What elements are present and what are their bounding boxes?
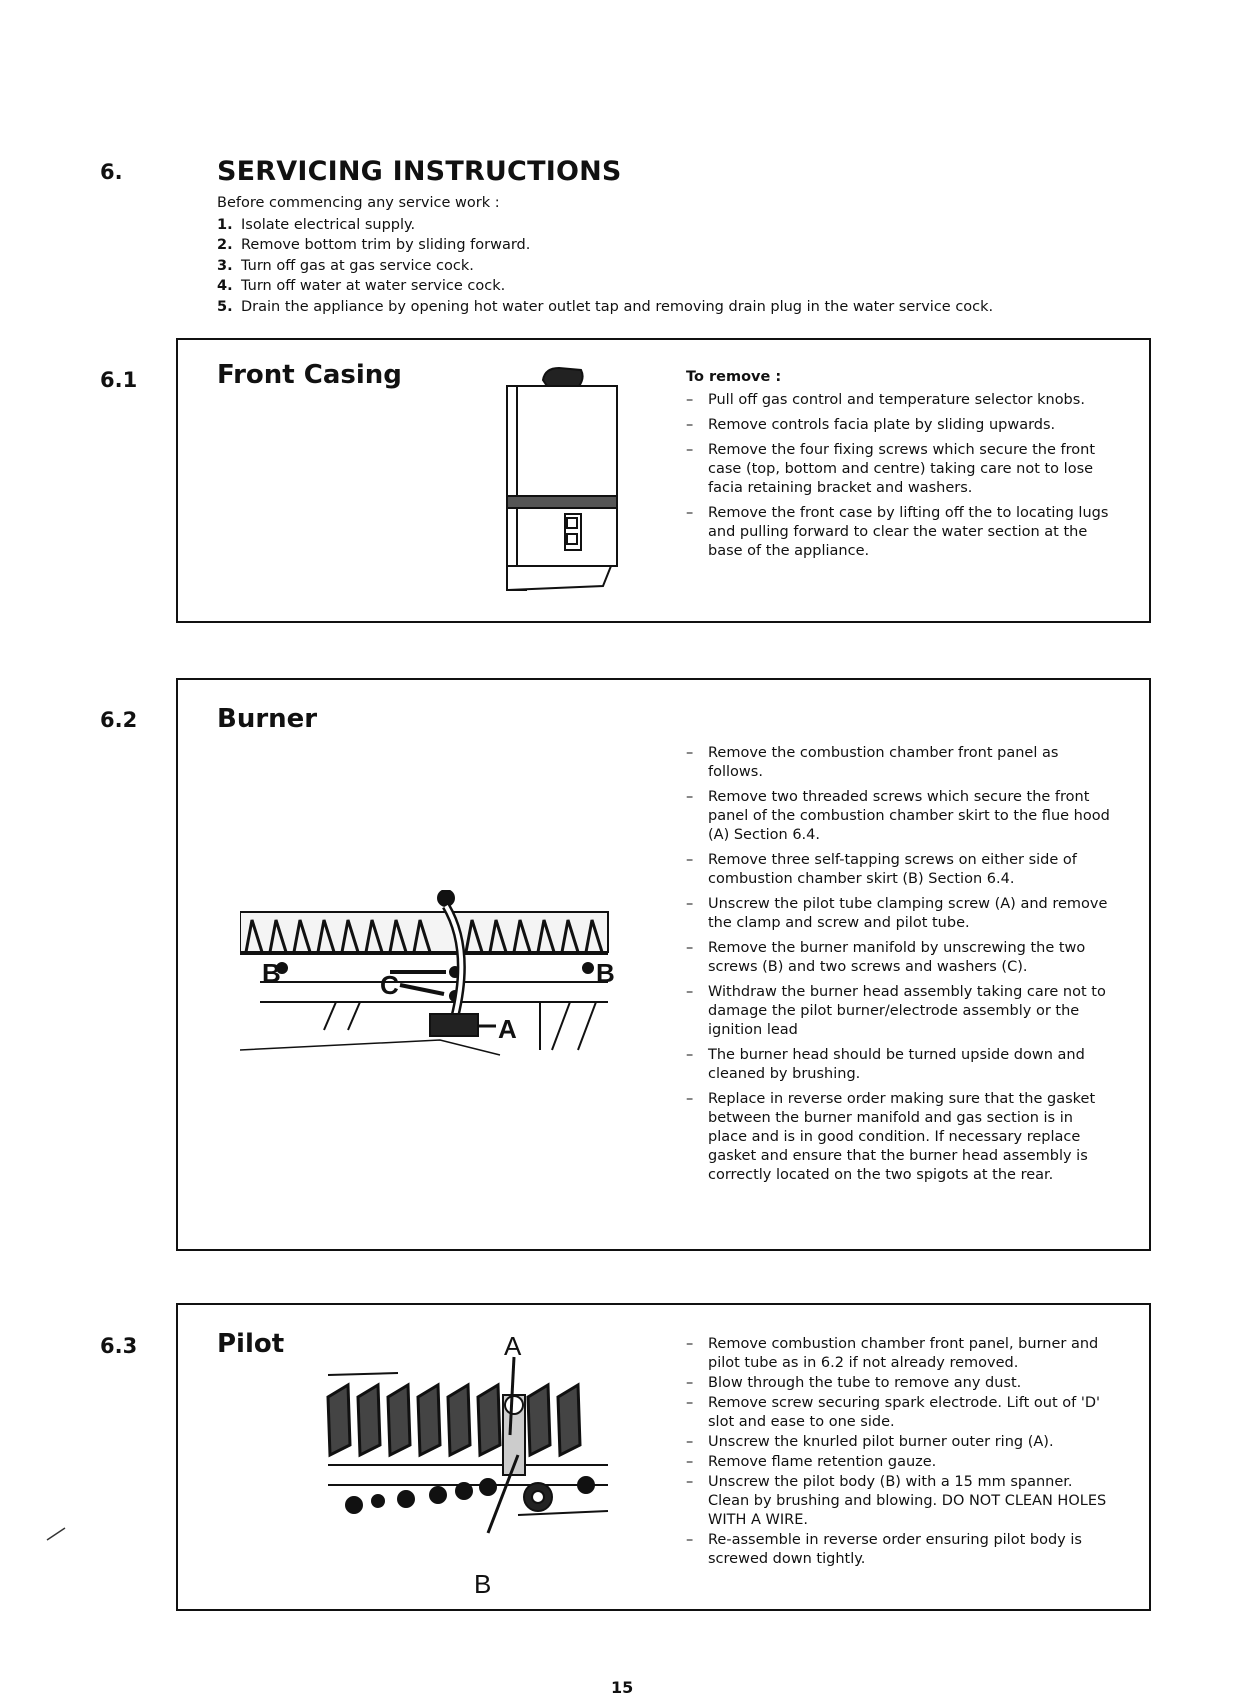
list-item: – Remove flame retention gauze. <box>686 1453 1116 1472</box>
list-item: – Unscrew the knurled pilot burner outer ring (A). <box>686 1433 1116 1452</box>
label-b: B <box>474 1569 492 1595</box>
list-item: – Remove screw securing spark electrode. Lift out of 'D' slot and ease to one side. <box>686 1394 1116 1432</box>
list-item: – Remove the four fixing screws which secure the front case (top, bottom and centre) taking care not to lose facia retaining bracket and washers. <box>686 441 1116 498</box>
step-number: 3. <box>217 257 233 274</box>
step-number: 4. <box>217 278 233 294</box>
list-item: – Remove combustion chamber front panel, burner and pilot tube as in 6.2 if not already removed. <box>686 1335 1116 1373</box>
list-item <box>217 235 993 256</box>
pilot-illustration <box>318 1335 618 1595</box>
step-text: Drain the appliance by opening hot water outlet tap and removing drain plug in the water service cock. <box>241 298 994 315</box>
list-item <box>217 256 993 277</box>
front-casing-steps <box>686 368 1116 567</box>
label-b-left: B <box>262 958 281 988</box>
burner-illustration <box>240 890 640 1070</box>
boiler-illustration <box>493 360 633 610</box>
list-item: – Pull off gas control and temperature selector knobs. <box>686 391 1116 410</box>
step-text: Isolate electrical supply. <box>241 216 416 233</box>
label-b-right: B <box>596 958 615 988</box>
list-item <box>217 215 993 236</box>
step-number: 1. <box>217 216 233 233</box>
section-title: SERVICING INSTRUCTIONS <box>217 156 622 187</box>
intro-block <box>217 193 993 317</box>
list-item: – Remove two threaded screws which secure the front panel of the combustion chamber skirt to the flue hood (A) Section 6.4. <box>686 788 1116 845</box>
pilot-number: 6.3 <box>100 1334 138 1358</box>
list-item: – Re-assemble in reverse order ensuring pilot body is screwed down tightly. <box>686 1531 1116 1569</box>
list-item: – Blow through the tube to remove any dust. <box>686 1374 1116 1393</box>
list-item: – Remove controls facia plate by sliding upwards. <box>686 416 1116 435</box>
section-number: 6. <box>100 160 123 184</box>
burner-box <box>176 678 1151 1251</box>
burner-number: 6.2 <box>100 708 138 732</box>
front-casing-title: Front Casing <box>217 360 402 390</box>
label-a: A <box>504 1335 522 1361</box>
list-item: – Remove the combustion chamber front panel as follows. <box>686 744 1116 782</box>
pilot-steps <box>686 1335 1116 1570</box>
step-number: 5. <box>217 298 233 315</box>
pilot-title: Pilot <box>217 1329 285 1359</box>
list-item: – The burner head should be turned upside down and cleaned by brushing. <box>686 1046 1116 1084</box>
step-text: Turn off water at water service cock. <box>241 278 506 294</box>
list-item <box>217 276 993 297</box>
step-number: 2. <box>217 237 233 253</box>
label-c: C <box>380 970 399 1000</box>
list-item <box>217 297 993 318</box>
page-number: 15 <box>611 1678 634 1697</box>
list-item: – Unscrew the pilot body (B) with a 15 mm spanner. Clean by brushing and blowing. DO NOT CLEAN HOLES WITH A WIRE. <box>686 1473 1116 1530</box>
front-casing-heading: To remove : <box>686 369 782 385</box>
pilot-box <box>176 1303 1151 1611</box>
list-item: – Remove three self-tapping screws on either side of combustion chamber skirt (B) Section 6.4. <box>686 851 1116 889</box>
burner-steps <box>686 744 1116 1191</box>
intro-steps <box>217 215 993 318</box>
list-item: – Remove the front case by lifting off the to locating lugs and pulling forward to clear the water section at the base of the appliance. <box>686 504 1116 561</box>
front-casing-box <box>176 338 1151 623</box>
list-item: – Withdraw the burner head assembly taking care not to damage the pilot burner/electrode assembly or the ignition lead <box>686 983 1116 1040</box>
step-text: Remove bottom trim by sliding forward. <box>241 237 531 253</box>
margin-mark <box>45 1526 69 1542</box>
list-item: – Unscrew the pilot tube clamping screw (A) and remove the clamp and screw and pilot tube. <box>686 895 1116 933</box>
list-item: – Remove the burner manifold by unscrewing the two screws (B) and two screws and washers (C). <box>686 939 1116 977</box>
front-casing-number: 6.1 <box>100 368 138 392</box>
list-item: – Replace in reverse order making sure that the gasket between the burner manifold and gas section is in place and is in good condition. If necessary replace gasket and ensure that the burner head assembly is correctly located on the two spigots at the rear. <box>686 1090 1116 1185</box>
label-a: A <box>498 1014 517 1044</box>
step-text: Turn off gas at gas service cock. <box>241 257 474 274</box>
intro-text: Before commencing any service work : <box>217 195 500 211</box>
burner-title: Burner <box>217 704 318 734</box>
